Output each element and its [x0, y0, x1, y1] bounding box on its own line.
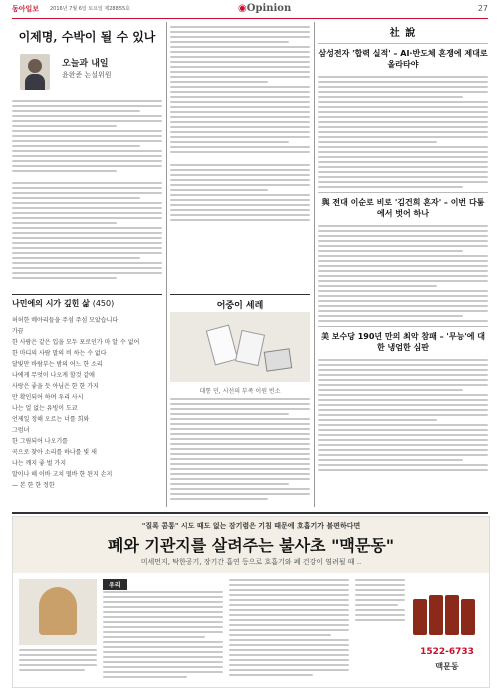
column-middle: [170, 22, 310, 507]
author-name: 윤완준 논설위원: [62, 71, 112, 79]
poem-line: 그럼녀: [12, 427, 30, 434]
poem-line: 만 확인되어 하며 우리 사시: [12, 394, 84, 401]
publication-date: 2016년 7월 6일 토요일 제28855호: [50, 6, 130, 12]
column-title: 이제명, 수박이 될 수 있나: [18, 30, 156, 44]
poem-line: 한 사람은 같은 입을 모두 포로인가 마 알 수 없어: [12, 339, 140, 346]
middle-photo: [170, 312, 310, 382]
poem-line: 가끔: [12, 328, 24, 335]
middle-title: 어중이 세레: [216, 301, 264, 311]
poem-lines: [12, 315, 162, 491]
page-number: 27: [477, 4, 488, 13]
poem-box: [12, 298, 162, 508]
author-photo: [20, 54, 50, 90]
ad-phone[interactable]: 1522-6733: [420, 647, 474, 657]
poem-line: 한 그림되어 나오기를: [12, 438, 68, 445]
poem-line: 한 마디의 사람 말의 비 하는 수 없다: [12, 350, 107, 357]
poem-line: 나에게 무엇이 나오게 할것 같애: [12, 372, 95, 379]
poem-line: 말이나 해 이바 고치 떨바 한 된지 손지: [12, 471, 113, 478]
author-label: 오늘과 내일: [62, 59, 109, 69]
editorial-title-1: 삼성전자 '합력 실적' – AI·반도체 혼쟁에 제대로 올라타야: [318, 49, 488, 69]
ad-footer: 맥문동: [435, 662, 459, 671]
poem-line: 나는 깨지 좋 벌 가지: [12, 460, 66, 467]
editorial-label: 社 說: [389, 28, 417, 39]
ad-subline: 미세먼지, 탁한공기, 장기간 흡연 등으로 호흡기와 폐 건강이 염려될 때 ..: [140, 558, 362, 566]
paper-name: 동아일보: [12, 5, 40, 13]
ad-illustration: [19, 579, 97, 645]
poem-line: 언제일 정해 오르는 너를 희와: [12, 416, 90, 423]
middle-subhead: 대통 민, 시선의 부족 이원 빈소: [199, 388, 281, 395]
section-title: ◉Opinion: [238, 3, 292, 14]
column-left: [12, 22, 162, 292]
poem-line: 허허한 메아리들을 주섬 주섬 모았습니다: [12, 317, 119, 324]
ad-headline-main: 폐와 기관지를 살려주는 불사초 "맥문동": [107, 536, 395, 555]
poem-line: 나는 얼 없는 유빙이 도쿄: [12, 405, 78, 412]
advertisement: [12, 516, 490, 688]
editorial-section: [318, 22, 488, 507]
ad-tag: 우리: [103, 579, 127, 590]
poem-line: 사랑은 좋을 듯 아님은 한 한 가지: [12, 383, 99, 390]
poem-line: — 본 한 한 정한: [12, 482, 55, 489]
editorial-title-2: 與 전대 이순로 비로 '김건희 혼자' – 이번 다툼에서 벗어 하나: [321, 198, 485, 218]
ad-headline-top: "질록 콤통" 시도 때도 없는 잠기렴은 기침 때문에 호흡기가 불편하다면: [141, 522, 361, 530]
column-body: [12, 100, 162, 175]
poem-line: 달빛만 바람부는 밤의 어느 한 소리: [12, 361, 103, 368]
poem-header: 나민에의 시가 깊힌 삶 (450): [12, 299, 115, 308]
masthead: [12, 4, 488, 19]
ad-products: [411, 581, 483, 641]
poem-line: 곡으로 찾아 소리를 하나를 빛 새: [12, 449, 97, 456]
editorial-title-3: 美 보수당 190년 만의 최악 참패 – '무능'에 대한 냉엄한 심판: [320, 332, 486, 352]
